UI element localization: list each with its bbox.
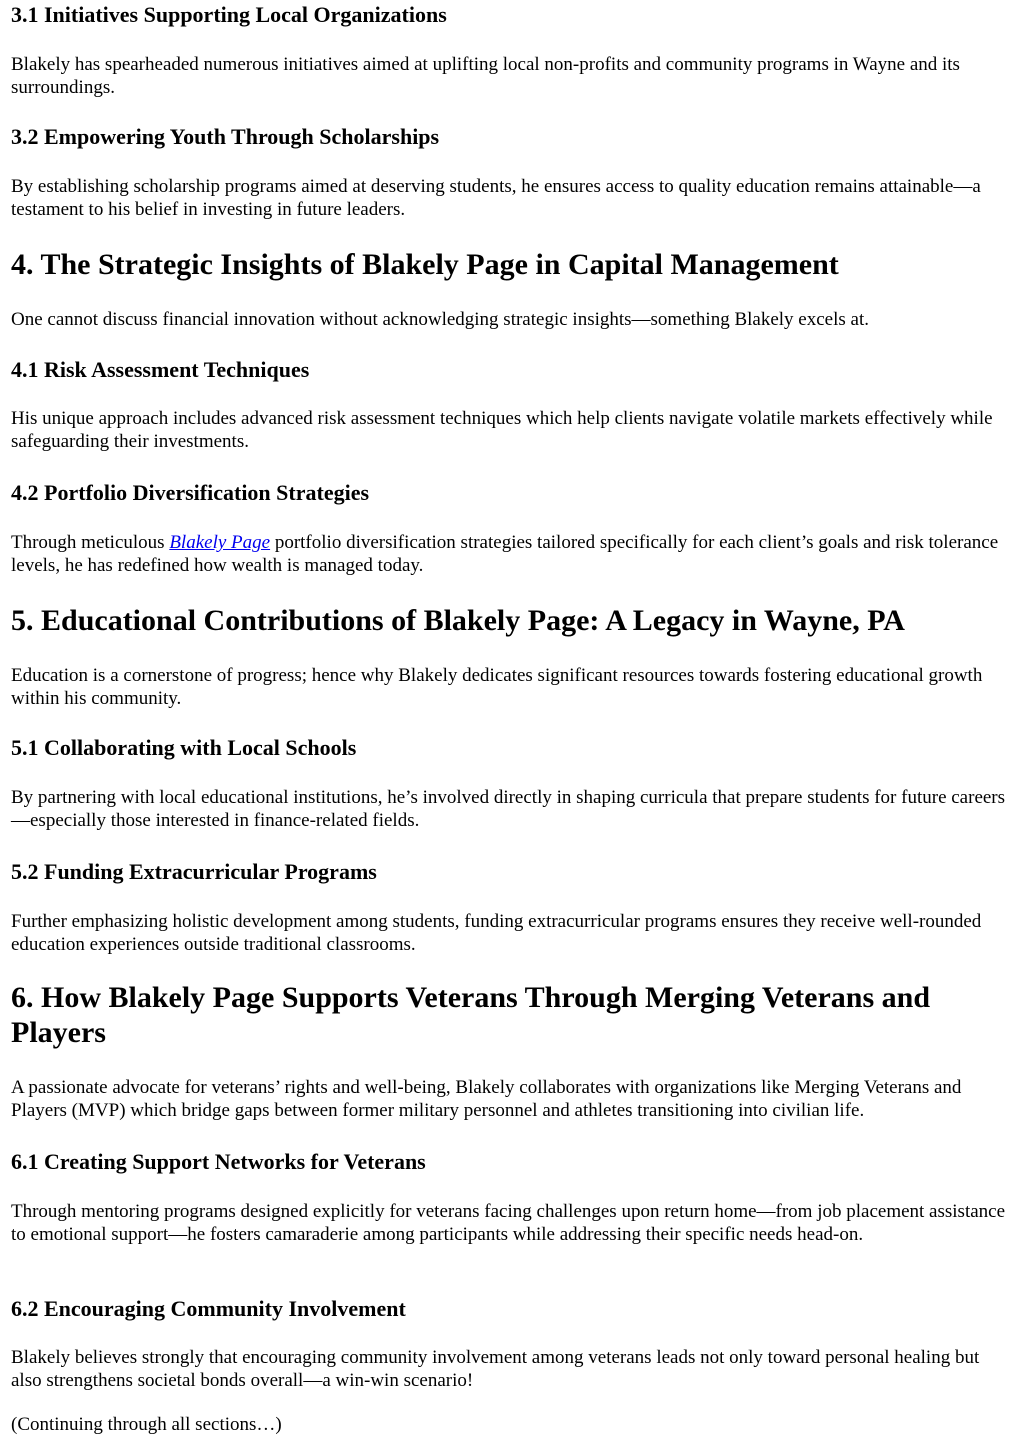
heading-4-1: 4.1 Risk Assessment Techniques: [11, 357, 310, 382]
heading-6-2: 6.2 Encouraging Community Involvement: [11, 1296, 406, 1321]
paragraph-4-1: His unique approach includes advanced risk assessment techniques which help clients navigate volatile markets effectively while safeguarding their investments.: [11, 408, 993, 452]
heading-section-4: 4. The Strategic Insights of Blakely Page in Capital Management: [11, 248, 839, 281]
heading-6-1: 6.1 Creating Support Networks for Veterans: [11, 1149, 426, 1174]
heading-5-1: 5.1 Collaborating with Local Schools: [11, 735, 357, 760]
paragraph-section-6: A passionate advocate for veterans’ rights and well-being, Blakely collaborates with organizations like Merging Veterans and Players (MVP) which bridge gaps between former military personnel and athletes transitioning into civilian life.: [11, 1077, 962, 1121]
heading-4-2: 4.2 Portfolio Diversification Strategies: [11, 480, 370, 505]
continuation-note: (Continuing through all sections…): [11, 1414, 282, 1435]
heading-5-2: 5.2 Funding Extracurricular Programs: [11, 859, 377, 884]
paragraph-section-5: Education is a cornerstone of progress; hence why Blakely dedicates significant resources towards fostering educational growth within his community.: [11, 665, 983, 709]
heading-section-6: 6. How Blakely Page Supports Veterans Through Merging Veterans and Players: [11, 981, 930, 1049]
paragraph-4-2-text-start: Through meticulous: [11, 532, 170, 553]
paragraph-5-1: By partnering with local educational institutions, he’s involved directly in shaping curricula that prepare students for future careers—especially those interested in finance-related fields.: [11, 787, 1006, 831]
heading-3-1: 3.1 Initiatives Supporting Local Organizations: [11, 2, 447, 27]
paragraph-6-1: Through mentoring programs designed explicitly for veterans facing challenges upon return home—from job placement assistance to emotional support—he fosters camaraderie among participants while addressing their specific needs head-on.: [11, 1201, 1006, 1245]
paragraph-4-2-text-end: portfolio diversification strategies tailored specifically for each client’s goals and risk tolerance levels, he has redefined how wealth is managed today.: [11, 532, 999, 576]
paragraph-5-2: Further emphasizing holistic development among students, funding extracurricular programs ensures they receive well-rounded education experiences outside traditional classrooms.: [11, 911, 982, 955]
heading-section-5: 5. Educational Contributions of Blakely Page: A Legacy in Wayne, PA: [11, 604, 905, 637]
paragraph-4-2: [11, 531, 1011, 577]
heading-3-2: 3.2 Empowering Youth Through Scholarships: [11, 124, 440, 149]
paragraph-3-2: By establishing scholarship programs aimed at deserving students, he ensures access to quality education remains attainable—a testament to his belief in investing in future leaders.: [11, 176, 981, 220]
paragraph-3-1: Blakely has spearheaded numerous initiatives aimed at uplifting local non-profits and community programs in Wayne and its surroundings.: [11, 54, 960, 98]
paragraph-section-4: One cannot discuss financial innovation without acknowledging strategic insights—something Blakely excels at.: [11, 309, 869, 330]
blakely-page-link[interactable]: Blakely Page: [169, 532, 271, 553]
paragraph-6-2: Blakely believes strongly that encouraging community involvement among veterans leads not only toward personal healing but also strengthens societal bonds overall—a win-win scenario!: [11, 1347, 980, 1391]
